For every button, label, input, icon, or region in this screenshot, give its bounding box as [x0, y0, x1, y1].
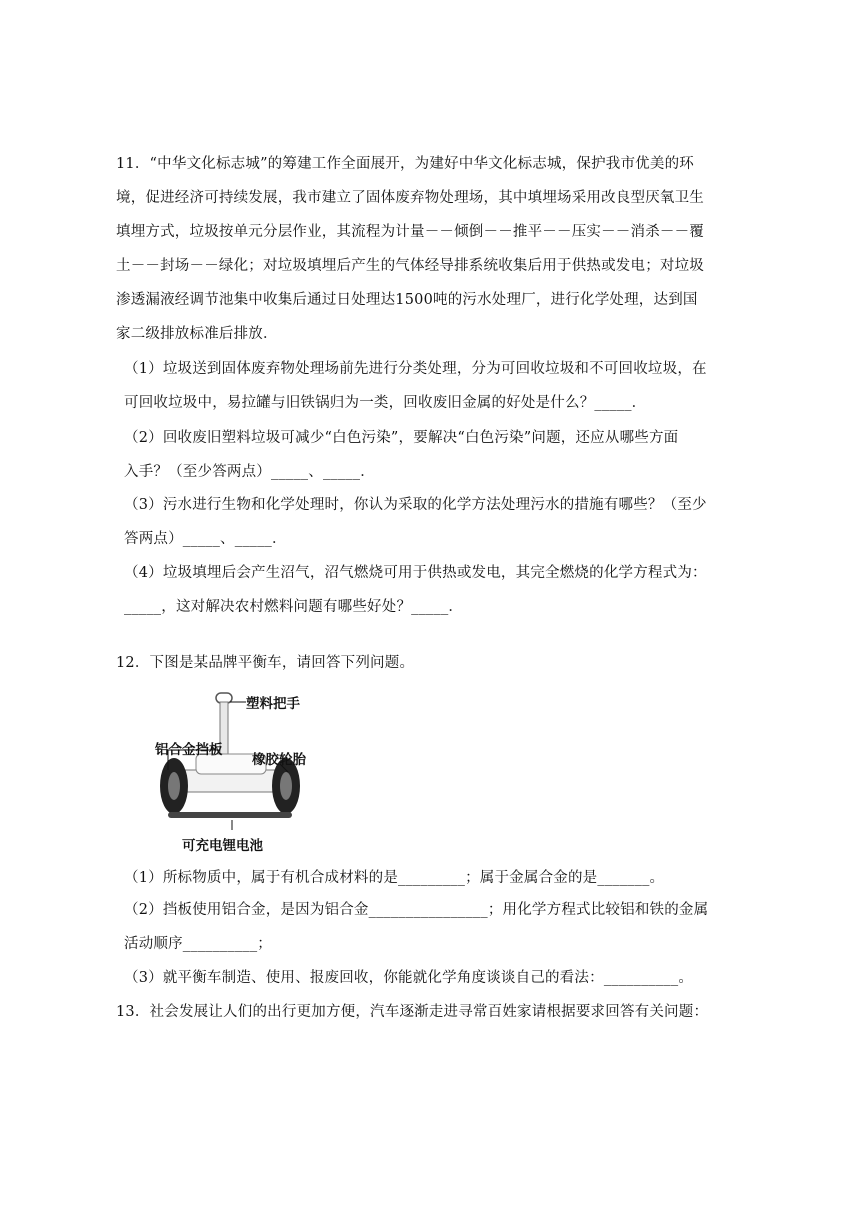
label-handle: 塑料把手 — [246, 696, 300, 712]
text-line: 境，促进经济可持续发展，我市建立了固体废弃物处理场，其中填埋场采用改良型厌氧卫生 — [116, 190, 704, 206]
text-line: 活动顺序__________； — [124, 936, 272, 952]
text-line: （2）回收废旧塑料垃圾可减少“白色污染”，要解决“白色污染”问题，还应从哪些方面 — [124, 430, 679, 446]
balance-scooter-figure — [150, 690, 325, 855]
text-line: 12．下图是某品牌平衡车，请回答下列问题。 — [116, 655, 415, 671]
question-13-stem — [116, 995, 742, 1029]
text-line: _____，这对解决农村燃料问题有哪些好处？_____． — [124, 599, 464, 615]
balance-scooter-image — [150, 690, 325, 855]
question-12-part-2 — [124, 893, 742, 961]
text-line: 填埋方式，垃圾按单元分层作业，其流程为计量－－倾倒－－推平－－压实－－消杀－－覆 — [116, 224, 704, 240]
question-11-part-4 — [124, 556, 742, 624]
label-guard: 铝合金挡板 — [155, 742, 223, 758]
text-line: 入手？（至少答两点）_____、_____． — [124, 464, 375, 480]
question-11-part-2 — [124, 421, 742, 489]
text-line: （1）垃圾送到固体废弃物处理场前先进行分类处理，分为可回收垃圾和不可回收垃圾，在 — [124, 361, 707, 377]
text-line: （1）所标物质中，属于有机合成材料的是_________；属于金属合金的是_______。 — [124, 870, 665, 886]
question-12-part-1 — [124, 861, 742, 895]
text-line: 答两点）_____、_____． — [124, 531, 287, 547]
question-11-stem — [116, 147, 742, 351]
text-line: （2）挡板使用铝合金，是因为铝合金________________；用化学方程式比较铝和铁的金属 — [124, 902, 709, 918]
text-line: （3）污水进行生物和化学处理时，你认为采取的化学方法处理污水的措施有哪些？（至少 — [124, 497, 707, 513]
text-line: 可回收垃圾中，易拉罐与旧铁锅归为一类，回收废旧金属的好处是什么？_____． — [124, 395, 647, 411]
text-line: 渗透漏液经调节池集中收集后通过日处理达1500吨的污水处理厂，进行化学处理，达到国 — [116, 292, 698, 308]
question-12-stem — [116, 646, 742, 680]
text-line: 13．社会发展让人们的出行更加方便，汽车逐渐走进寻常百姓家请根据要求回答有关问题： — [116, 1004, 709, 1020]
text-line: 11．“中华文化标志城”的筹建工作全面展开，为建好中华文化标志城，保护我市优美的环 — [116, 156, 694, 172]
question-11-part-3 — [124, 488, 742, 556]
text-line: （4）垃圾填埋后会产生沼气，沼气燃烧可用于供热或发电，其完全燃烧的化学方程式为： — [124, 565, 707, 581]
label-tire: 橡胶轮胎 — [252, 752, 306, 768]
question-11-part-1 — [124, 352, 742, 420]
label-battery: 可充电锂电池 — [182, 838, 263, 854]
text-line: 家二级排放标准后排放． — [116, 326, 278, 342]
question-12-part-3 — [124, 961, 742, 995]
text-line: 土－－封场－－绿化；对垃圾填埋后产生的气体经导排系统收集后用于供热或发电；对垃圾 — [116, 258, 704, 274]
text-line: （3）就平衡车制造、使用、报废回收，你能就化学角度谈谈自己的看法：__________。 — [124, 970, 694, 986]
